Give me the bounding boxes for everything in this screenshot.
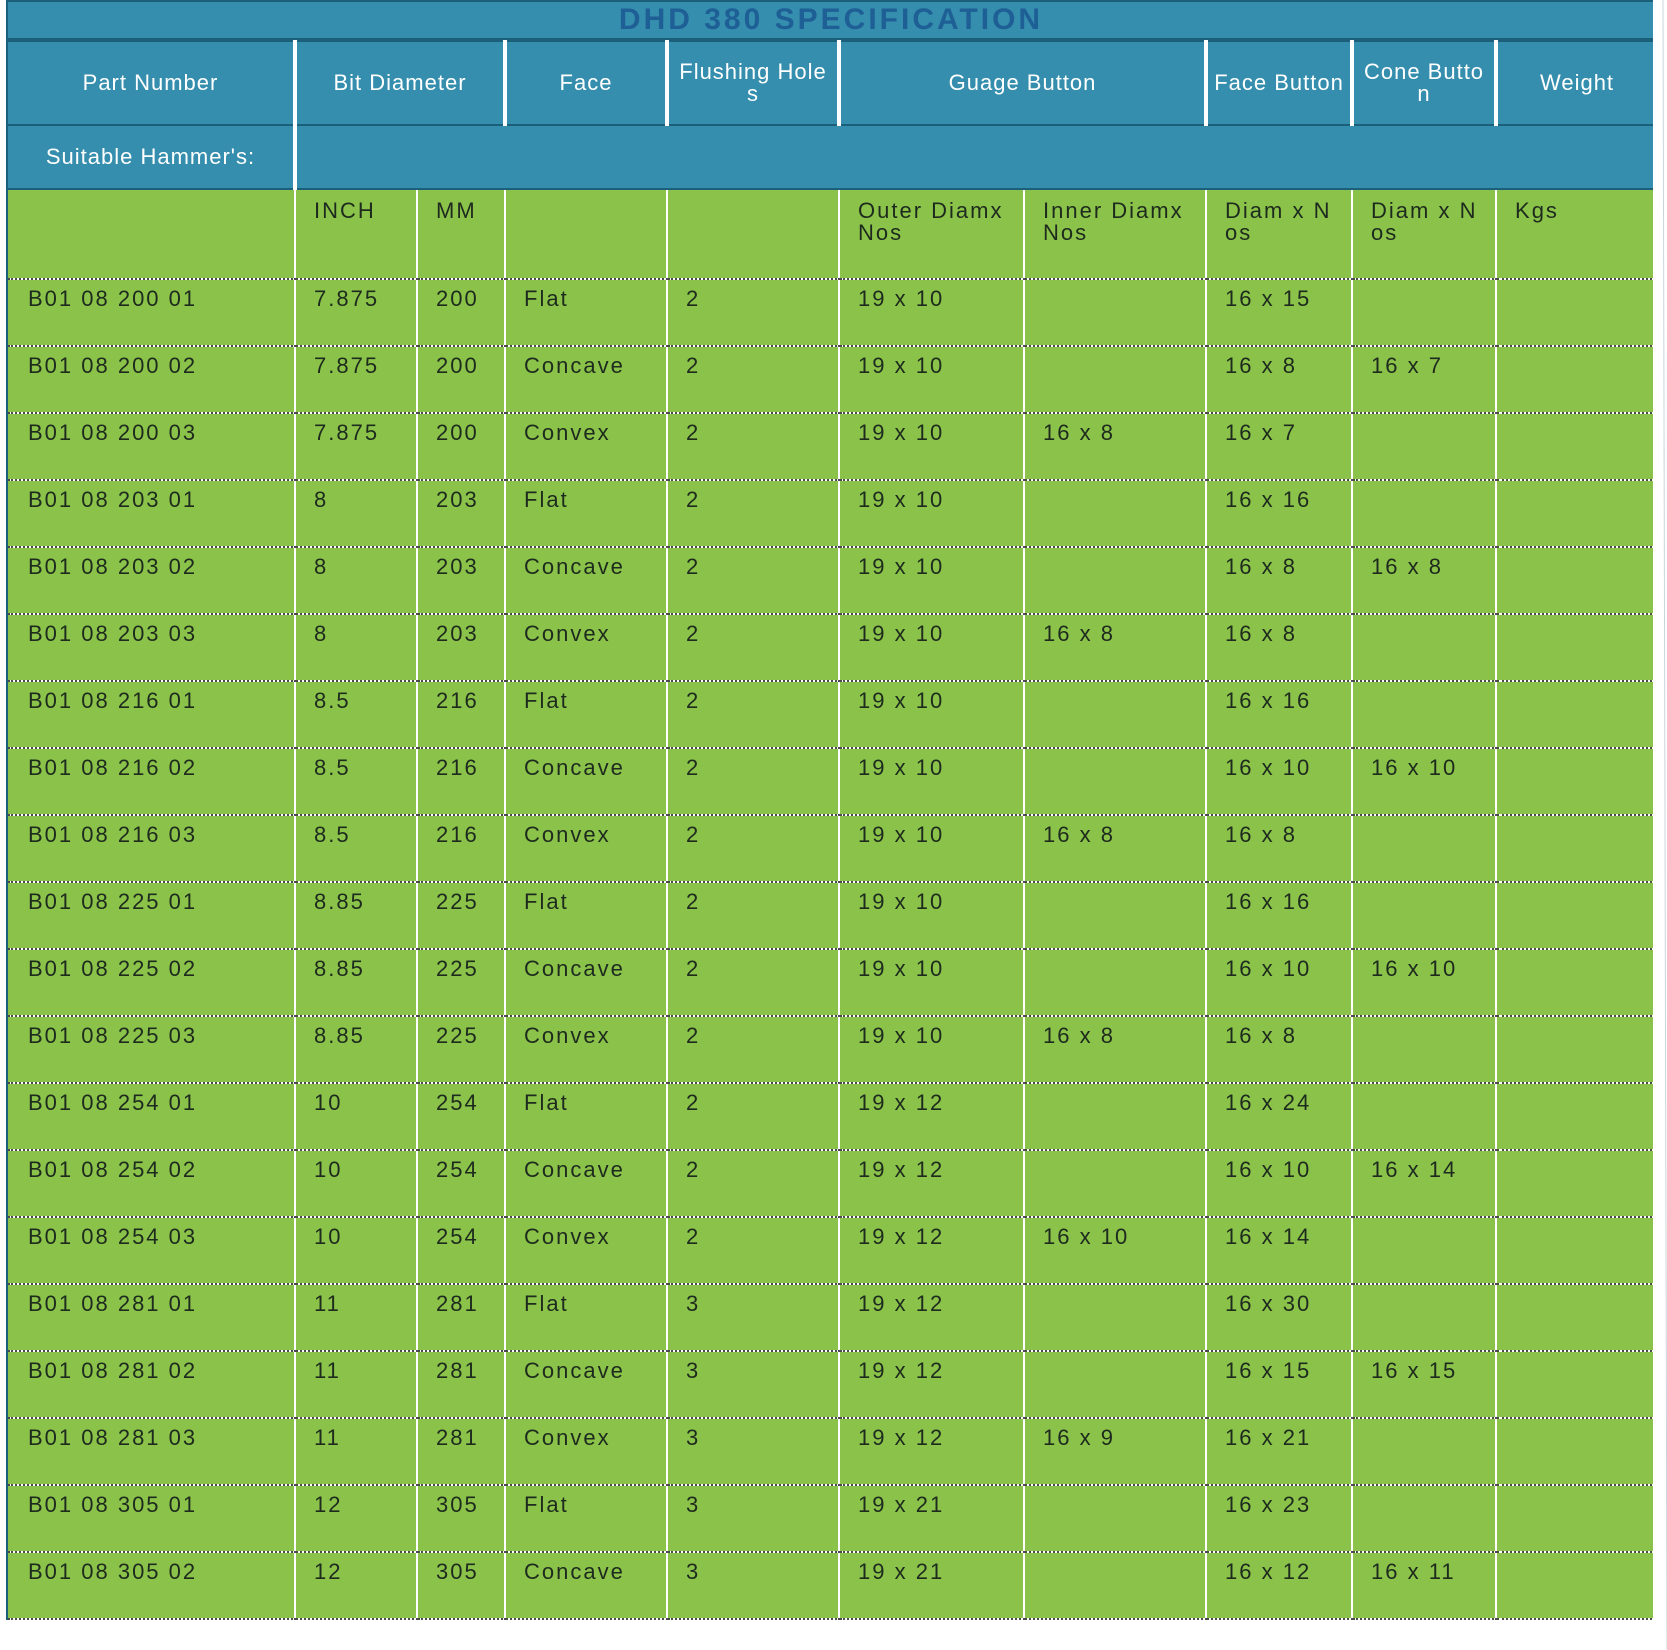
unit-face-diam: Diam x Nos	[1206, 189, 1352, 279]
cell-flushing-holes: 3	[667, 1485, 839, 1552]
cell-flushing-holes: 3	[667, 1418, 839, 1485]
cell-mm: 200	[417, 346, 505, 413]
cell-face: Convex	[505, 614, 667, 681]
cell-flushing-holes: 3	[667, 1351, 839, 1418]
cell-flushing-holes: 2	[667, 882, 839, 949]
cell-inner-guage	[1024, 1351, 1206, 1418]
cell-face: Flat	[505, 1284, 667, 1351]
header-part-number: Part Number	[7, 41, 295, 125]
cell-face: Flat	[505, 1083, 667, 1150]
cell-inner-guage: 16 x 8	[1024, 614, 1206, 681]
table-row	[7, 815, 1657, 882]
cell-weight	[1496, 279, 1657, 346]
cell-cone-button: 16 x 8	[1352, 547, 1496, 614]
cell-part-number: B01 08 200 03	[7, 413, 295, 480]
cell-cone-button: 16 x 10	[1352, 949, 1496, 1016]
header-suitable-hammers: Suitable Hammer's:	[7, 125, 295, 189]
cell-outer-guage: 19 x 12	[839, 1418, 1024, 1485]
cell-part-number: B01 08 203 03	[7, 614, 295, 681]
cell-weight	[1496, 949, 1657, 1016]
header-weight: Weight	[1496, 41, 1657, 125]
table-row	[7, 413, 1657, 480]
cell-outer-guage: 19 x 12	[839, 1284, 1024, 1351]
cell-part-number: B01 08 200 01	[7, 279, 295, 346]
cell-inner-guage	[1024, 748, 1206, 815]
cell-inch: 11	[295, 1351, 417, 1418]
cell-cone-button	[1352, 882, 1496, 949]
table-row	[7, 1351, 1657, 1418]
cell-face: Concave	[505, 1150, 667, 1217]
cell-cone-button	[1352, 1418, 1496, 1485]
cell-outer-guage: 19 x 12	[839, 1150, 1024, 1217]
cell-inch: 8	[295, 480, 417, 547]
cell-mm: 216	[417, 681, 505, 748]
header-face-button: Face Button	[1206, 41, 1352, 125]
cell-inch: 8.85	[295, 882, 417, 949]
cell-weight	[1496, 413, 1657, 480]
cell-face-button: 16 x 14	[1206, 1217, 1352, 1284]
cell-part-number: B01 08 254 02	[7, 1150, 295, 1217]
cell-inner-guage	[1024, 1284, 1206, 1351]
cell-inner-guage	[1024, 279, 1206, 346]
cell-weight	[1496, 346, 1657, 413]
cell-inner-guage: 16 x 10	[1024, 1217, 1206, 1284]
cell-inner-guage	[1024, 346, 1206, 413]
cell-outer-guage: 19 x 10	[839, 346, 1024, 413]
cell-inch: 8.85	[295, 949, 417, 1016]
cell-cone-button	[1352, 1217, 1496, 1284]
cell-cone-button: 16 x 10	[1352, 748, 1496, 815]
table-row	[7, 748, 1657, 815]
table-row	[7, 1217, 1657, 1284]
cell-mm: 254	[417, 1150, 505, 1217]
cell-outer-guage: 19 x 10	[839, 547, 1024, 614]
table-body	[7, 189, 1657, 1619]
cell-cone-button	[1352, 1485, 1496, 1552]
cell-face: Concave	[505, 1351, 667, 1418]
cell-outer-guage: 19 x 12	[839, 1083, 1024, 1150]
cell-flushing-holes: 2	[667, 413, 839, 480]
cell-face-button: 16 x 15	[1206, 1351, 1352, 1418]
cell-flushing-holes: 2	[667, 748, 839, 815]
units-blank	[7, 189, 295, 279]
unit-face-blank	[505, 189, 667, 279]
cell-flushing-holes: 2	[667, 279, 839, 346]
table-row	[7, 1284, 1657, 1351]
page-edge-decoration	[1653, 0, 1667, 1650]
cell-part-number: B01 08 305 02	[7, 1552, 295, 1619]
cell-mm: 203	[417, 480, 505, 547]
table-row	[7, 1016, 1657, 1083]
cell-part-number: B01 08 216 01	[7, 681, 295, 748]
header-guage-button: Guage Button	[839, 41, 1206, 125]
cell-face: Concave	[505, 346, 667, 413]
table-row	[7, 547, 1657, 614]
cell-weight	[1496, 815, 1657, 882]
cell-inner-guage	[1024, 949, 1206, 1016]
cell-mm: 225	[417, 882, 505, 949]
cell-part-number: B01 08 305 01	[7, 1485, 295, 1552]
cell-mm: 281	[417, 1351, 505, 1418]
cell-face: Flat	[505, 681, 667, 748]
cell-face-button: 16 x 8	[1206, 547, 1352, 614]
cell-inner-guage	[1024, 1083, 1206, 1150]
cell-outer-guage: 19 x 10	[839, 815, 1024, 882]
cell-inch: 12	[295, 1485, 417, 1552]
cell-inch: 7.875	[295, 279, 417, 346]
cell-outer-guage: 19 x 10	[839, 413, 1024, 480]
cell-cone-button: 16 x 15	[1352, 1351, 1496, 1418]
cell-outer-guage: 19 x 10	[839, 681, 1024, 748]
cell-outer-guage: 19 x 10	[839, 279, 1024, 346]
cell-mm: 225	[417, 1016, 505, 1083]
cell-face-button: 16 x 24	[1206, 1083, 1352, 1150]
cell-weight	[1496, 614, 1657, 681]
cell-cone-button	[1352, 279, 1496, 346]
cell-inch: 10	[295, 1217, 417, 1284]
cell-flushing-holes: 3	[667, 1284, 839, 1351]
cell-weight	[1496, 681, 1657, 748]
cell-face-button: 16 x 16	[1206, 882, 1352, 949]
cell-weight	[1496, 480, 1657, 547]
cell-flushing-holes: 2	[667, 480, 839, 547]
table-row	[7, 480, 1657, 547]
cell-flushing-holes: 2	[667, 1016, 839, 1083]
cell-inch: 11	[295, 1284, 417, 1351]
cell-weight	[1496, 1351, 1657, 1418]
cell-inner-guage	[1024, 547, 1206, 614]
cell-part-number: B01 08 203 01	[7, 480, 295, 547]
cell-face: Flat	[505, 1485, 667, 1552]
cell-cone-button	[1352, 480, 1496, 547]
cell-flushing-holes: 2	[667, 346, 839, 413]
cell-face-button: 16 x 21	[1206, 1418, 1352, 1485]
table-row	[7, 279, 1657, 346]
cell-cone-button	[1352, 681, 1496, 748]
cell-inner-guage	[1024, 1552, 1206, 1619]
cell-inch: 8.85	[295, 1016, 417, 1083]
cell-face-button: 16 x 10	[1206, 1150, 1352, 1217]
header-face: Face	[505, 41, 667, 125]
cell-inch: 7.875	[295, 346, 417, 413]
cell-part-number: B01 08 254 03	[7, 1217, 295, 1284]
cell-weight	[1496, 1150, 1657, 1217]
cell-face-button: 16 x 8	[1206, 346, 1352, 413]
cell-face: Convex	[505, 413, 667, 480]
table-row	[7, 1150, 1657, 1217]
cell-inch: 8.5	[295, 748, 417, 815]
cell-outer-guage: 19 x 10	[839, 748, 1024, 815]
cell-flushing-holes: 2	[667, 1150, 839, 1217]
cell-mm: 305	[417, 1552, 505, 1619]
cell-face-button: 16 x 8	[1206, 614, 1352, 681]
header-cone-button: Cone Button	[1352, 41, 1496, 125]
cell-inch: 11	[295, 1418, 417, 1485]
cell-outer-guage: 19 x 10	[839, 949, 1024, 1016]
cell-cone-button: 16 x 14	[1352, 1150, 1496, 1217]
cell-face: Flat	[505, 882, 667, 949]
cell-face: Concave	[505, 547, 667, 614]
cell-face-button: 16 x 10	[1206, 949, 1352, 1016]
cell-part-number: B01 08 225 02	[7, 949, 295, 1016]
units-row	[7, 189, 1657, 279]
table-row	[7, 681, 1657, 748]
cell-part-number: B01 08 225 03	[7, 1016, 295, 1083]
cell-face-button: 16 x 10	[1206, 748, 1352, 815]
cell-inch: 10	[295, 1083, 417, 1150]
cell-face-button: 16 x 16	[1206, 480, 1352, 547]
cell-weight	[1496, 1418, 1657, 1485]
cell-mm: 216	[417, 815, 505, 882]
cell-flushing-holes: 2	[667, 547, 839, 614]
cell-mm: 254	[417, 1217, 505, 1284]
cell-cone-button	[1352, 1016, 1496, 1083]
cell-mm: 203	[417, 547, 505, 614]
cell-outer-guage: 19 x 21	[839, 1552, 1024, 1619]
table-row	[7, 882, 1657, 949]
cell-face: Convex	[505, 1016, 667, 1083]
cell-inch: 7.875	[295, 413, 417, 480]
cell-cone-button	[1352, 1083, 1496, 1150]
cell-flushing-holes: 2	[667, 815, 839, 882]
cell-part-number: B01 08 225 01	[7, 882, 295, 949]
cell-inner-guage	[1024, 480, 1206, 547]
cell-inner-guage: 16 x 8	[1024, 413, 1206, 480]
cell-outer-guage: 19 x 10	[839, 1016, 1024, 1083]
cell-part-number: B01 08 200 02	[7, 346, 295, 413]
table-row	[7, 1083, 1657, 1150]
cell-part-number: B01 08 281 01	[7, 1284, 295, 1351]
cell-mm: 281	[417, 1284, 505, 1351]
table-row	[7, 614, 1657, 681]
cell-inner-guage: 16 x 8	[1024, 1016, 1206, 1083]
table-row	[7, 1485, 1657, 1552]
cell-face-button: 16 x 30	[1206, 1284, 1352, 1351]
cell-cone-button: 16 x 11	[1352, 1552, 1496, 1619]
cell-flushing-holes: 3	[667, 1552, 839, 1619]
cell-face: Convex	[505, 815, 667, 882]
cell-flushing-holes: 2	[667, 681, 839, 748]
spec-sheet	[6, 0, 1656, 1620]
header-row	[7, 41, 1657, 125]
spec-table	[6, 40, 1658, 1620]
cell-face: Concave	[505, 949, 667, 1016]
cell-mm: 305	[417, 1485, 505, 1552]
cell-weight	[1496, 1016, 1657, 1083]
cell-inch: 8	[295, 614, 417, 681]
cell-outer-guage: 19 x 21	[839, 1485, 1024, 1552]
cell-weight	[1496, 1083, 1657, 1150]
cell-weight	[1496, 1217, 1657, 1284]
cell-face: Convex	[505, 1217, 667, 1284]
cell-outer-guage: 19 x 10	[839, 882, 1024, 949]
cell-part-number: B01 08 281 03	[7, 1418, 295, 1485]
header-bit-diameter: Bit Diameter	[295, 41, 505, 125]
cell-flushing-holes: 2	[667, 1217, 839, 1284]
title-bar	[6, 0, 1656, 40]
cell-mm: 225	[417, 949, 505, 1016]
cell-part-number: B01 08 203 02	[7, 547, 295, 614]
unit-outer: Outer DiamxNos	[839, 189, 1024, 279]
cell-mm: 254	[417, 1083, 505, 1150]
cell-mm: 216	[417, 748, 505, 815]
cell-inch: 12	[295, 1552, 417, 1619]
cell-mm: 203	[417, 614, 505, 681]
table-row	[7, 346, 1657, 413]
suitable-hammers-row	[7, 125, 1657, 189]
cell-weight	[1496, 748, 1657, 815]
cell-inner-guage: 16 x 9	[1024, 1418, 1206, 1485]
unit-inner: Inner DiamxNos	[1024, 189, 1206, 279]
cell-weight	[1496, 1485, 1657, 1552]
cell-face: Concave	[505, 748, 667, 815]
cell-weight	[1496, 882, 1657, 949]
cell-inner-guage	[1024, 1150, 1206, 1217]
cell-mm: 200	[417, 279, 505, 346]
table-row	[7, 1552, 1657, 1619]
cell-face: Convex	[505, 1418, 667, 1485]
unit-holes-blank	[667, 189, 839, 279]
cell-face: Flat	[505, 279, 667, 346]
suitable-hammers-value	[295, 125, 1657, 189]
cell-cone-button	[1352, 1284, 1496, 1351]
cell-face: Flat	[505, 480, 667, 547]
cell-face-button: 16 x 15	[1206, 279, 1352, 346]
table-row	[7, 949, 1657, 1016]
cell-weight	[1496, 1284, 1657, 1351]
cell-inner-guage	[1024, 681, 1206, 748]
cell-face-button: 16 x 16	[1206, 681, 1352, 748]
cell-inch: 10	[295, 1150, 417, 1217]
table-row	[7, 1418, 1657, 1485]
cell-face-button: 16 x 8	[1206, 1016, 1352, 1083]
unit-cone-diam: Diam x Nos	[1352, 189, 1496, 279]
cell-face-button: 16 x 23	[1206, 1485, 1352, 1552]
cell-face: Concave	[505, 1552, 667, 1619]
cell-inch: 8.5	[295, 815, 417, 882]
cell-inner-guage: 16 x 8	[1024, 815, 1206, 882]
cell-inch: 8	[295, 547, 417, 614]
cell-cone-button	[1352, 815, 1496, 882]
cell-mm: 200	[417, 413, 505, 480]
cell-part-number: B01 08 216 03	[7, 815, 295, 882]
cell-mm: 281	[417, 1418, 505, 1485]
cell-part-number: B01 08 281 02	[7, 1351, 295, 1418]
cell-outer-guage: 19 x 10	[839, 614, 1024, 681]
cell-inner-guage	[1024, 1485, 1206, 1552]
cell-part-number: B01 08 254 01	[7, 1083, 295, 1150]
unit-inch: INCH	[295, 189, 417, 279]
cell-outer-guage: 19 x 12	[839, 1351, 1024, 1418]
cell-outer-guage: 19 x 10	[839, 480, 1024, 547]
cell-flushing-holes: 2	[667, 1083, 839, 1150]
unit-kgs: Kgs	[1496, 189, 1657, 279]
cell-face-button: 16 x 7	[1206, 413, 1352, 480]
page-title: DHD 380 SPECIFICATION	[618, 3, 1044, 36]
cell-face-button: 16 x 8	[1206, 815, 1352, 882]
cell-face-button: 16 x 12	[1206, 1552, 1352, 1619]
cell-weight	[1496, 1552, 1657, 1619]
cell-inch: 8.5	[295, 681, 417, 748]
cell-cone-button: 16 x 7	[1352, 346, 1496, 413]
cell-outer-guage: 19 x 12	[839, 1217, 1024, 1284]
cell-inner-guage	[1024, 882, 1206, 949]
cell-flushing-holes: 2	[667, 614, 839, 681]
cell-weight	[1496, 547, 1657, 614]
cell-cone-button	[1352, 413, 1496, 480]
header-flushing-holes: Flushing Holes	[667, 41, 839, 125]
cell-part-number: B01 08 216 02	[7, 748, 295, 815]
cell-cone-button	[1352, 614, 1496, 681]
cell-flushing-holes: 2	[667, 949, 839, 1016]
unit-mm: MM	[417, 189, 505, 279]
